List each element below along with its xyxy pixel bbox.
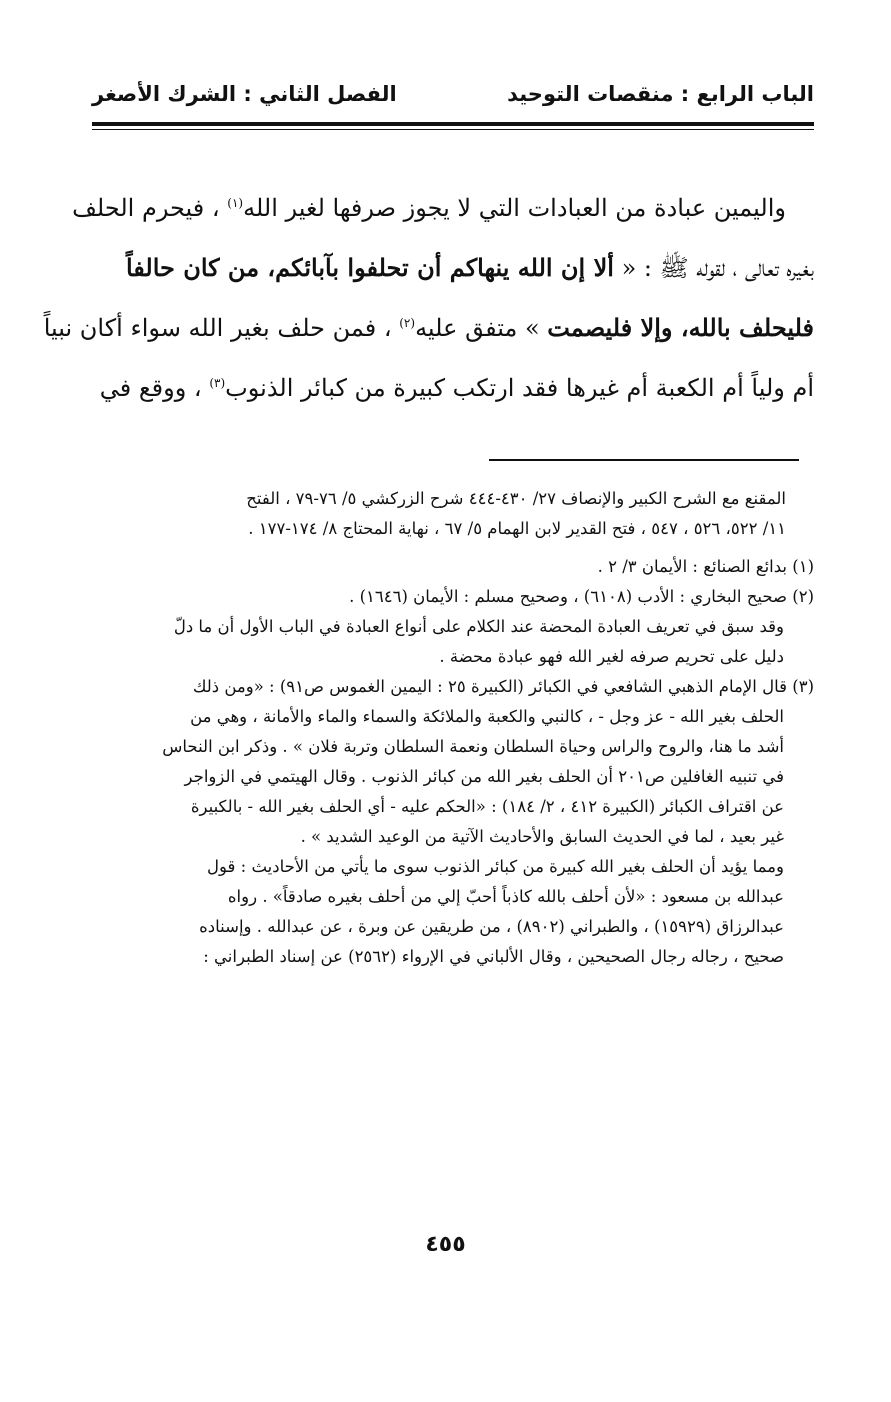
header-rule-thin — [92, 129, 814, 130]
body-line — [72, 178, 814, 238]
footnote-line: وقد سبق في تعريف العبادة المحضة عند الكلام على أنواع العبادة في الباب الأول أن ما دلّ — [173, 617, 784, 636]
hadith-text: ألا إن الله ينهاكم أن تحلفوا بآبائكم، من كان حالفاً — [125, 253, 614, 282]
footnote-line: عبدالرزاق (١٥٩٢٩) ، والطبراني (٨٩٠٢) ، من طريقين عن وبرة ، عن عبدالله . وإسناده — [199, 917, 784, 936]
footnote-ref: (٣) — [209, 376, 226, 390]
body-line-text: أم ولياً أم الكعبة أم غيرها فقد ارتكب كبيرة من كبائر الذنوب — [225, 374, 814, 402]
body-line-tail: ، ووقع في — [99, 374, 210, 402]
body-line — [92, 358, 814, 418]
footnote-line: أشد ما هنا، والروح والراس وحياة السلطان ونعمة السلطان وتربة فلان » . وذكر ابن النحاس — [162, 737, 784, 756]
running-header — [92, 72, 814, 116]
footnote-3: (٣) قال الإمام الذهبي الشافعي في الكبائر (الكبيرة ٢٥ : اليمين الغموس ص٩١) : «ومن ذلك — [192, 677, 814, 696]
footnote-ref: (١) — [227, 196, 244, 210]
body-line-text: » متفق عليه — [415, 314, 548, 342]
footnote-line: الحلف بغير الله - عز وجل - ، كالنبي والكعبة والملائكة والسماء والماء والأمانة ، وهي من — [190, 707, 784, 726]
body-line-text: واليمين عبادة من العبادات التي لا يجوز صرفها لغير الله — [243, 194, 786, 222]
footnote-line: غير بعيد ، لما في الحديث السابق والأحاديث الآتية من الوعيد الشديد » . — [300, 827, 784, 846]
main-body-text — [43, 178, 814, 418]
footnote-line: عبدالله بن مسعود : «لأن أحلف بالله كاذباً أحبّ إلي من أحلف بغيره صادقاً» . رواه — [227, 887, 784, 906]
body-line-text: بغيره تعالى ، لقوله ﷺ : « — [613, 254, 814, 282]
body-line — [43, 298, 814, 358]
chapter-title: الباب الرابع : منقصات التوحيد — [507, 82, 814, 106]
footnote-line: عن اقتراف الكبائر (الكبيرة ٤١٢ ، ٢/ ١٨٤) : «الحكم عليه - أي الحلف بغير الله - بالكبيرة — [190, 797, 784, 816]
footnote-separator — [489, 459, 799, 461]
footnotes — [92, 484, 814, 972]
footnote-ref: (٢) — [399, 316, 416, 330]
footnote-spacer — [92, 544, 814, 552]
body-line-tail: ، فمن حلف بغير الله سواء أكان نبياً — [43, 314, 400, 342]
footnote-1: (١) بدائع الصنائع : الأيمان ٣/ ٢ . — [597, 557, 814, 576]
footnote-2: (٢) صحيح البخاري : الأدب (٦١٠٨) ، وصحيح مسلم : الأيمان (١٦٤٦) . — [349, 587, 814, 606]
footnote-line: صحيح ، رجاله رجال الصحيحين ، وقال الألباني في الإرواء (٢٥٦٢) عن إسناد الطبراني : — [203, 947, 784, 966]
footnote-line: في تنبيه الغافلين ص٢٠١ أن الحلف بغير الله من كبائر الذنوب . وقال الهيتمي في الزواجر — [184, 767, 784, 786]
footnote-line: ومما يؤيد أن الحلف بغير الله كبيرة من كبائر الذنوب سوى ما يأتي من الأحاديث : قول — [207, 857, 784, 876]
section-title: الفصل الثاني : الشرك الأصغر — [92, 82, 397, 106]
body-line-tail: ، فيحرم الحلف — [72, 194, 228, 222]
body-line — [92, 238, 814, 298]
hadith-text: فليحلف بالله، وإلا فليصمت — [547, 313, 814, 342]
page-number: ٤٥٥ — [425, 1232, 466, 1257]
footnote-line: المقنع مع الشرح الكبير والإنصاف ٢٧/ ٤٣٠-٤٤٤ شرح الزركشي ٥/ ٧٦-٧٩ ، الفتح — [246, 489, 786, 508]
footnote-line: دليل على تحريم صرفه لغير الله فهو عبادة محضة . — [439, 647, 784, 666]
footnote-line: ١١/ ٥٢٢، ٥٢٦ ، ٥٤٧ ، فتح القدير لابن الهمام ٥/ ٦٧ ، نهاية المحتاج ٨/ ١٧٤-١٧٧ . — [248, 519, 786, 538]
header-rule — [92, 122, 814, 126]
